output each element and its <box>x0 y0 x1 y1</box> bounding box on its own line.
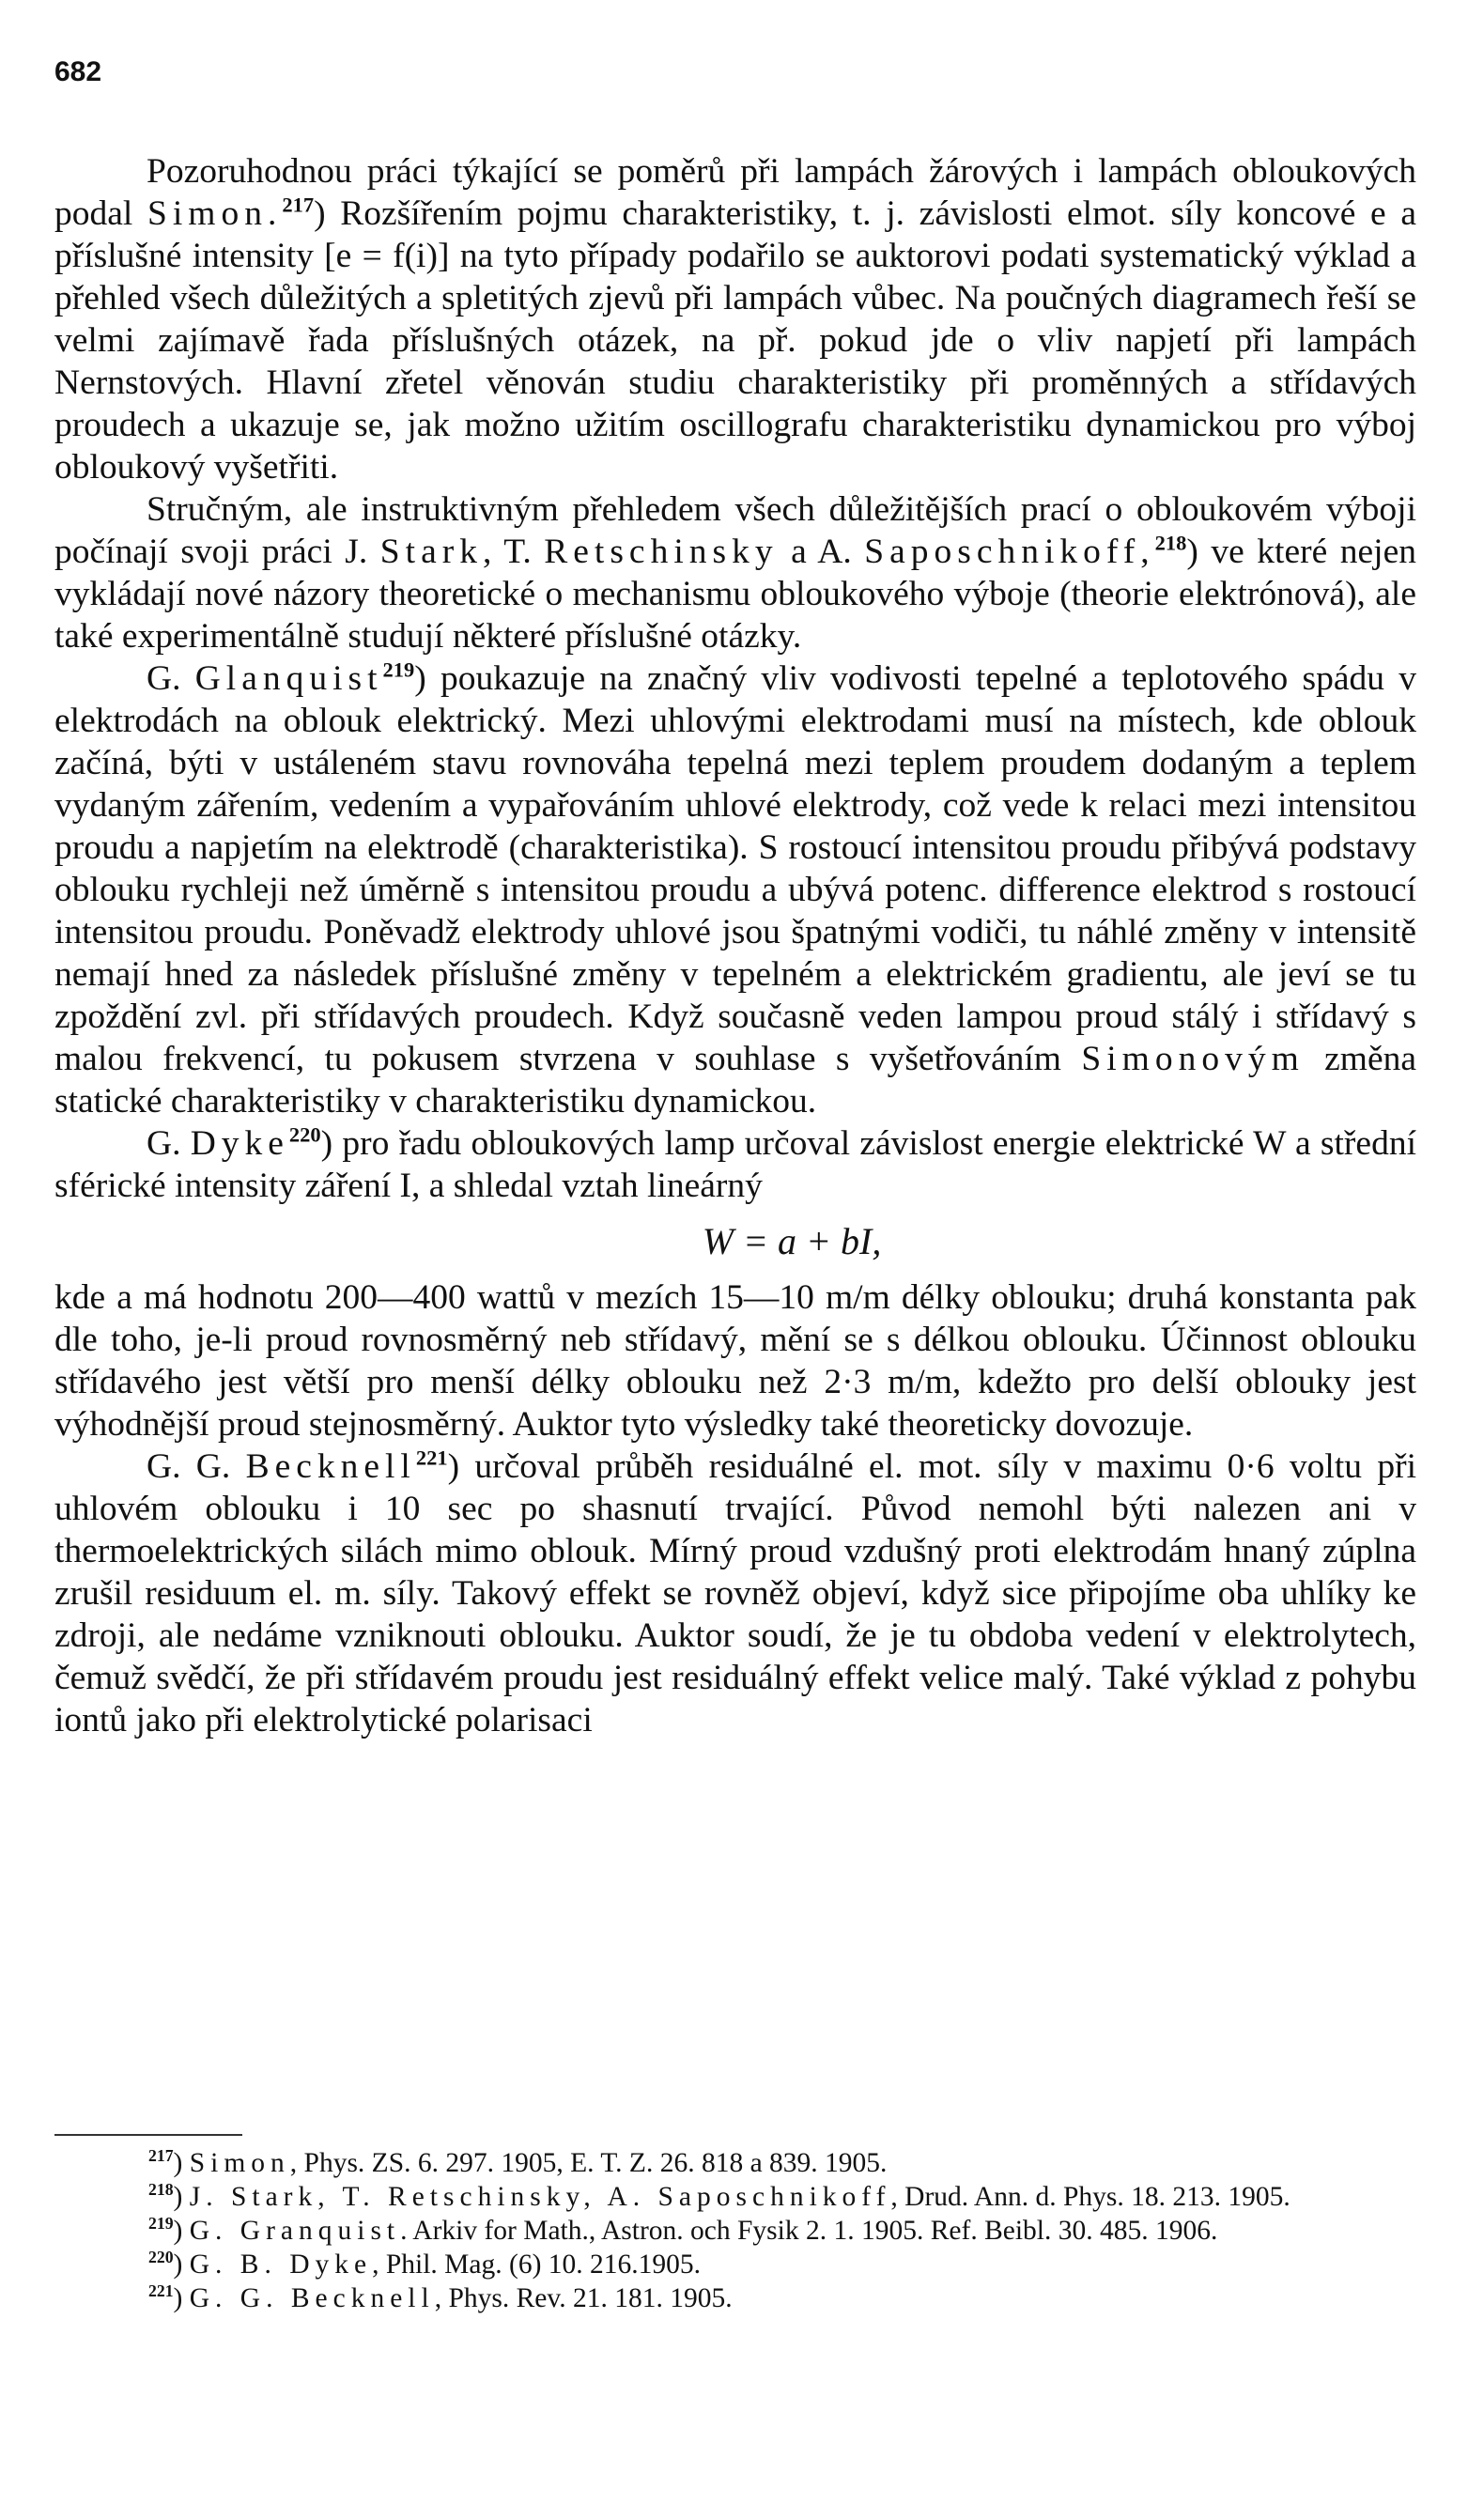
footnote-number: 218 <box>148 2180 174 2200</box>
footnote-authors: Simon <box>189 2148 290 2178</box>
footnote-220: $^{220}$) G. B. Dyke, Phil. Mag. (6) 10. 216.1905. <box>148 2248 702 2280</box>
text-run: ) Rozšířením pojmu charakteristiky, t. j. závislosti elmot. síly koncové e a příslušné intensity [e = f(i)] na tyto případy podařilo se auktorovi podati systematický výklad a přehled všech důležitých a spletitých zjevů při lampách vůbec. Na poučných diagramech řeší se velmi zajímavě řada příslušných otázek, na př. pokud jde o vliv napjetí při lampách Nernstových. Hlavní zřetel věnován studiu charakteristiky při proměnných a střídavých proudech a ukazuje se, jak možno užitím oscillografu charakteristiku dynamickou pro výboj obloukový vyšetřiti. <box>54 194 1416 487</box>
paragraph-simon <box>54 150 1416 488</box>
footnote-218: $^{218}$) J. Stark, T. Retschinsky, A. Saposchnikoff, Drud. Ann. d. Phys. 18. 213. 1905. <box>148 2180 1290 2212</box>
text-run: Pozoruhodnou práci týkající se poměrů při lampách žárových i lampách obloukových podal <box>54 152 1416 233</box>
text-run: ) pro řadu obloukových lamp určoval závislost energie elektrické W a střední sférické intensity záření I, a shledal vztah lineárný <box>54 1124 1416 1205</box>
author-name: Becknell <box>245 1447 416 1486</box>
text-run: ) poukazuje na značný vliv vodivosti tepelné a teplotového spádu v elektrodách na oblouk elektrický. Mezi uhlovými elektrodami musí na místech, kde oblouk začíná, býti v ustáleném stavu rovnováha tepelná mezi teplem proudem dodaným a teplem vydaným zářením, vedením a vypařováním uhlové elektrody, což vede k relaci mezi intensitou proudu a napjetím na elektrodě (charakteristika). S rostoucí intensitou proudu přibývá podstavy oblouku rychleji než úměrně s intensitou proudu a ubývá potenc. difference elektrod s rostoucí intensitou proudu. Poněvadž elektrody uhlové jsou špatnými vodiči, tu náhlé změny v intensitě nemají hned za následek příslušné změny v tepelném a elektrickém gradientu, ale jeví se tu zpoždění zvl. při střídavých proudech. Když současně veden lampou proud stálý i střídavý s malou frekvencí, tu pokusem stvrzena v souhlase s vyšetřováním <box>54 659 1416 1078</box>
footnotes <box>54 2146 1416 2315</box>
footnote-text: , Phil. Mag. (6) 10. 216.1905. <box>372 2249 702 2280</box>
text-run: G. <box>147 659 195 698</box>
footnote-number: 219 <box>148 2214 174 2234</box>
author-name: Retschinsky <box>544 533 779 571</box>
footnote-number: 220 <box>148 2248 174 2267</box>
footnote-text: , Phys. ZS. 6. 297. 1905, E. T. Z. 26. 818 a 839. 1905. <box>289 2148 888 2178</box>
paragraph-dyke <box>54 1122 1416 1207</box>
footnote-221: $^{221}$) G. G. Becknell, Phys. Rev. 21. 181. 1905. <box>148 2281 733 2313</box>
paragraph-stark <box>54 488 1416 657</box>
author-name: Glanquist <box>194 659 383 698</box>
footnote-ref: 217 <box>282 193 315 217</box>
author-name: Saposchnikoff, <box>864 533 1155 571</box>
paragraph-dyke-continued: kde a má hodnotu 200—400 wattů v mezích 15—10 m/m délky oblouku; druhá konstanta pak dle toho, je-li proud rovnosměrný neb střídavý, mění se s délkou oblouku. Účinnost oblouku střídavého jest větší pro menší délky oblouku než 2·3 m/m, kdežto pro delší oblouky jest výhodnější proud stejnosměrný. Auktor tyto výsledky také theoreticky dovozuje. <box>54 1278 1416 1444</box>
paragraph-becknell <box>54 1446 1416 1741</box>
footnote-text: , Phys. Rev. 21. 181. 1905. <box>434 2283 733 2313</box>
footnote-number: 217 <box>148 2146 174 2166</box>
text-run: G. <box>147 1124 191 1163</box>
text-run: G. G. <box>147 1447 246 1486</box>
footnote-divider <box>54 2134 242 2136</box>
text-run: a A. <box>778 533 865 571</box>
footnote-ref: 219 <box>382 657 415 682</box>
footnote-authors: G. Granquist <box>189 2216 401 2246</box>
author-name: Simonovým <box>1081 1040 1305 1078</box>
footnote-ref: 218 <box>1154 531 1187 555</box>
paragraph-glanquist <box>54 657 1416 1122</box>
author-name: Stark <box>379 533 483 571</box>
footnote-ref: 221 <box>415 1446 448 1470</box>
text-run: ) určoval průběh residuálné el. mot. síly v maximu 0·6 voltu při uhlovém oblouku i 10 sec po shasnutí trvající. Původ nemohl býti nalezen ani v thermoelektrických silách mimo oblouk. Mírný proud vzdušný proti elektrodám hnaný zúplna zrušil residuum el. m. síly. Takový effekt se rovněž objeví, když sice připojíme oba uhlíky ke zdroji, ale nedáme vzniknouti oblouku. Auktor soudí, že je tu obdoba vedení v elektrolytech, čemuž svědčí, že při střídavém proudu jest residuálný effekt velice malý. Také výklad z pohybu iontů jako při elektrolytické polarisaci <box>54 1447 1416 1739</box>
footnote-authors: G. G. Becknell <box>189 2283 435 2313</box>
text-run: , T. <box>482 533 545 571</box>
text-run: ) ve které nejen vykládají nové názory theoretické o mechanismu obloukového výboje (theorie elektrónová), ale také experimentálně studují některé příslušné otázky. <box>54 533 1416 656</box>
page-number: 682 <box>54 56 102 87</box>
formula: W = a + bI, <box>702 1220 882 1262</box>
text-run: změna statické charakteristiky v charakteristiku dynamickou. <box>54 1040 1416 1121</box>
footnote-text: , Drud. Ann. d. Phys. 18. 213. 1905. <box>890 2182 1290 2212</box>
author-name: Dyke <box>190 1124 289 1163</box>
footnote-219: $^{219}$) G. Granquist. Arkiv for Math., Astron. och Fysik 2. 1. 1905. Ref. Beibl. 30. 485. 1906. <box>148 2214 1218 2246</box>
footnote-authors: G. B. Dyke <box>189 2249 373 2280</box>
main-text <box>54 150 1416 1741</box>
footnote-ref: 220 <box>288 1122 321 1147</box>
footnote-217: $^{217}$) Simon, Phys. ZS. 6. 297. 1905, E. T. Z. 26. 818 a 839. 1905. <box>148 2146 888 2178</box>
footnote-number: 221 <box>148 2281 174 2301</box>
text-run: Stručným, ale instruktivným přehledem všech důležitějších prací o obloukovém výboji počínají svoji práci J. <box>54 490 1416 571</box>
author-name: Simon. <box>147 194 283 233</box>
footnote-authors: J. Stark, T. Retschinsky, A. Saposchnikoff <box>189 2182 891 2212</box>
footnote-text: . Arkiv for Math., Astron. och Fysik 2. 1. 1905. Ref. Beibl. 30. 485. 1906. <box>400 2216 1218 2246</box>
